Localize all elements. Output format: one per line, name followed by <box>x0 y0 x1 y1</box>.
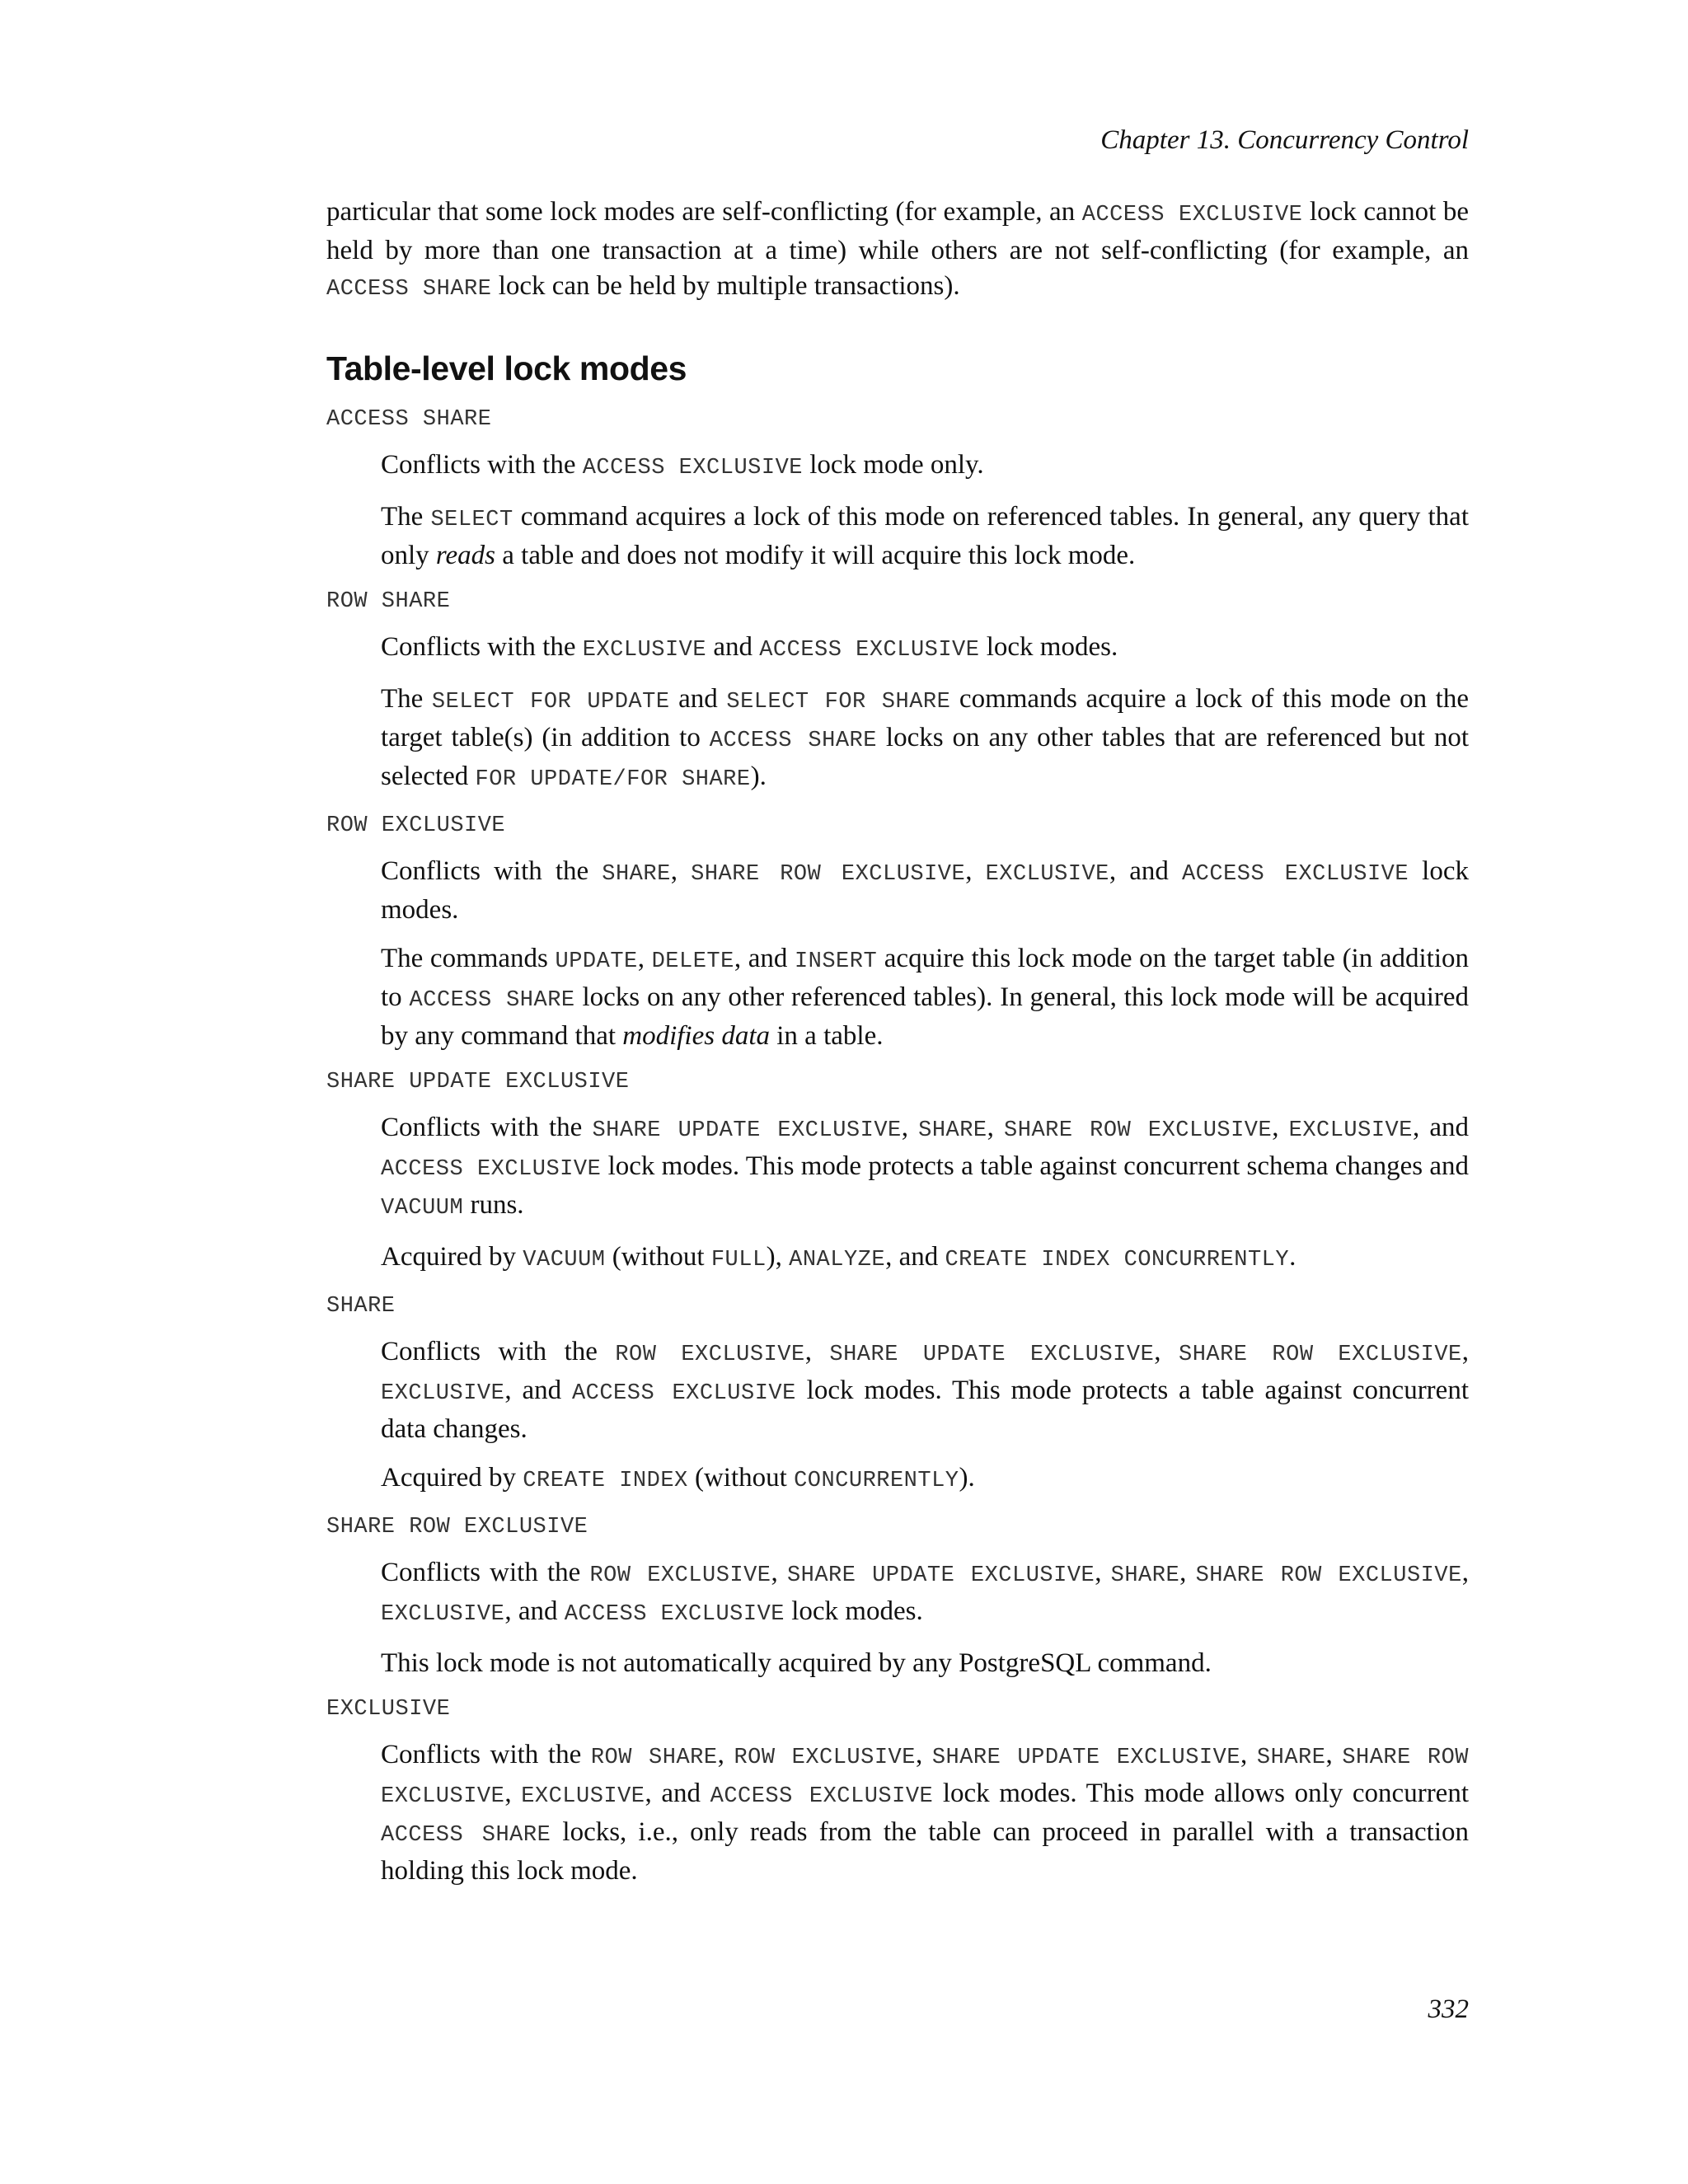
description-paragraph <box>381 1555 1469 1633</box>
code-literal: ACCESS EXCLUSIVE <box>1081 203 1303 227</box>
text-run: The <box>381 502 431 532</box>
page-number: 332 <box>1428 1994 1469 2024</box>
code-literal: ACCESS EXCLUSIVE <box>582 456 803 480</box>
lock-mode-term: EXCLUSIVE <box>326 1697 451 1722</box>
text-run: and <box>706 632 760 662</box>
description-paragraph <box>381 1460 1469 1499</box>
code-literal: SHARE ROW EXCLUSIVE <box>1195 1563 1462 1588</box>
code-literal: ACCESS EXCLUSIVE <box>710 1784 934 1809</box>
code-literal: ACCESS SHARE <box>709 729 877 753</box>
section-title: Table-level lock modes <box>326 349 687 387</box>
text-run: in a table. <box>770 1021 884 1051</box>
text-run: , <box>987 1113 1005 1142</box>
code-literal: ACCESS SHARE <box>409 988 575 1013</box>
text-run: lock modes. <box>784 1596 923 1626</box>
description-paragraph <box>381 630 1469 668</box>
description-paragraph <box>381 682 1469 798</box>
text-run: and <box>669 684 727 714</box>
text-run: , <box>771 1558 787 1587</box>
lock-mode-entry <box>326 587 1469 798</box>
code-literal: EXCLUSIVE <box>521 1784 645 1809</box>
text-run: , <box>670 856 692 886</box>
lock-mode-entry <box>326 1512 1469 1681</box>
code-literal: SHARE ROW EXCLUSIVE <box>381 1746 1470 1809</box>
text-run: runs. <box>463 1190 524 1220</box>
lock-mode-list <box>326 405 1469 1889</box>
lock-mode-entry <box>326 1694 1469 1889</box>
text-run: The commands <box>381 944 556 973</box>
lock-mode-description <box>381 1737 1469 1889</box>
text-run: , <box>1461 1337 1470 1366</box>
lock-mode-entry <box>326 1067 1469 1278</box>
lock-mode-description <box>381 854 1469 1054</box>
text-run: This lock mode is not automatically acquired by any PostgreSQL command. <box>381 1648 1212 1678</box>
text-run: ). <box>959 1463 975 1493</box>
text-run: Acquired by <box>381 1242 523 1272</box>
code-literal: ACCESS EXCLUSIVE <box>1181 862 1409 887</box>
code-literal: SELECT FOR UPDATE <box>431 690 670 715</box>
code-literal: SHARE UPDATE EXCLUSIVE <box>829 1343 1155 1367</box>
text-run: lock modes. This mode protects a table against concurrent data changes. <box>381 1376 1469 1444</box>
text-run: , <box>915 1740 932 1769</box>
code-literal: SHARE ROW EXCLUSIVE <box>691 862 966 887</box>
description-paragraph <box>381 1110 1469 1226</box>
text-run: locks on any other tables that are referenced but not selected <box>381 723 1470 791</box>
text-run: , <box>901 1113 919 1142</box>
code-literal: EXCLUSIVE <box>985 862 1109 887</box>
code-literal: EXCLUSIVE <box>381 1602 505 1627</box>
code-literal: DELETE <box>651 949 734 974</box>
text-run: , <box>1154 1337 1179 1366</box>
text-run: Conflicts with the <box>381 632 583 662</box>
page-content <box>326 194 1469 1902</box>
code-literal: CREATE INDEX <box>523 1469 688 1493</box>
code-literal: ACCESS EXCLUSIVE <box>564 1602 785 1627</box>
description-paragraph <box>381 499 1469 574</box>
code-literal: CONCURRENTLY <box>794 1469 959 1493</box>
text-run: particular that some lock modes are self-conflicting (for example, an <box>326 197 1082 227</box>
code-literal: EXCLUSIVE <box>582 638 707 663</box>
code-literal: SHARE ROW EXCLUSIVE <box>1004 1118 1273 1143</box>
text-run: locks, i.e., only reads from the table can proceed in parallel with a transaction holding this lock mode. <box>381 1817 1469 1886</box>
code-literal: FOR UPDATE/FOR SHARE <box>475 767 751 792</box>
description-paragraph <box>381 1334 1469 1447</box>
text-run: lock mode only. <box>802 450 984 480</box>
code-literal: SHARE UPDATE EXCLUSIVE <box>931 1746 1241 1770</box>
description-paragraph <box>381 1646 1469 1681</box>
text-run: Acquired by <box>381 1463 523 1493</box>
text-run: Conflicts with the <box>381 1558 590 1587</box>
text-run: ), <box>766 1242 790 1272</box>
code-literal: SHARE <box>1256 1746 1326 1770</box>
text-run: , and <box>1412 1113 1470 1142</box>
code-literal: ROW EXCLUSIVE <box>615 1343 805 1367</box>
emphasis-text: reads <box>435 541 496 570</box>
code-literal: SHARE UPDATE EXCLUSIVE <box>786 1563 1095 1588</box>
code-literal: ROW EXCLUSIVE <box>734 1746 916 1770</box>
code-literal: SHARE <box>918 1118 987 1143</box>
text-run: , <box>1461 1558 1470 1587</box>
code-literal: ACCESS SHARE <box>381 1823 551 1848</box>
text-run: lock modes. <box>979 632 1118 662</box>
text-run: , and <box>504 1596 565 1626</box>
code-literal: SHARE ROW EXCLUSIVE <box>1179 1343 1462 1367</box>
code-literal: VACUUM <box>523 1248 606 1272</box>
code-literal: ACCESS EXCLUSIVE <box>571 1381 796 1406</box>
text-run: lock cannot be held by more than one transaction at a time) while others are not self-conflicting (for example, an <box>326 197 1469 265</box>
text-run: lock can be held by multiple transactions). <box>491 271 960 301</box>
lock-mode-description <box>381 630 1469 798</box>
text-run: , <box>1325 1740 1343 1769</box>
text-run: Conflicts with the <box>381 1113 593 1142</box>
text-run: , and <box>734 944 795 973</box>
lock-mode-term: ACCESS SHARE <box>326 407 492 432</box>
text-run: The <box>381 684 432 714</box>
text-run: , <box>1095 1558 1111 1587</box>
code-literal: EXCLUSIVE <box>381 1381 505 1406</box>
text-run: command acquires a lock of this mode on referenced tables. In general, any query that only <box>381 502 1469 570</box>
lock-mode-description <box>381 1334 1469 1499</box>
lock-mode-entry <box>326 811 1469 1054</box>
text-run: , <box>504 1779 522 1808</box>
code-literal: ACCESS EXCLUSIVE <box>381 1157 602 1182</box>
code-literal: CREATE INDEX CONCURRENTLY <box>945 1248 1290 1272</box>
lock-mode-entry <box>326 1291 1469 1499</box>
intro-paragraph <box>326 194 1469 307</box>
lock-mode-term: SHARE <box>326 1294 396 1319</box>
text-run: lock modes. This mode protects a table against concurrent schema changes and <box>601 1151 1469 1181</box>
text-run: , and <box>1109 856 1182 886</box>
code-literal: ACCESS SHARE <box>326 277 492 302</box>
text-run: , <box>717 1740 734 1769</box>
text-run: , <box>965 856 986 886</box>
code-literal: UPDATE <box>555 949 638 974</box>
code-literal: SHARE UPDATE EXCLUSIVE <box>592 1118 902 1143</box>
text-run: . <box>1289 1242 1296 1272</box>
text-run: , <box>1272 1113 1289 1142</box>
code-literal: VACUUM <box>381 1196 464 1221</box>
text-run: lock modes. <box>381 856 1469 925</box>
lock-mode-description <box>381 448 1469 574</box>
code-literal: ROW EXCLUSIVE <box>589 1563 771 1588</box>
text-run: Conflicts with the <box>381 856 603 886</box>
lock-mode-description <box>381 1110 1469 1278</box>
text-run: Conflicts with the <box>381 1740 591 1769</box>
text-run: (without <box>605 1242 711 1272</box>
description-paragraph <box>381 448 1469 486</box>
code-literal: INSERT <box>794 949 878 974</box>
text-run: acquire this lock mode on the target table (in addition to <box>381 944 1469 1012</box>
description-paragraph <box>381 1737 1469 1889</box>
code-literal: ACCESS EXCLUSIVE <box>759 638 980 663</box>
text-run: , <box>637 944 652 973</box>
text-run: , and <box>504 1376 572 1405</box>
description-paragraph <box>381 941 1469 1054</box>
document-page <box>326 0 1469 2184</box>
running-header: Chapter 13. Concurrency Control <box>1100 125 1469 155</box>
text-run: , and <box>885 1242 945 1272</box>
code-literal: SELECT FOR SHARE <box>726 690 951 715</box>
text-run: , <box>1179 1558 1196 1587</box>
code-literal: ROW SHARE <box>590 1746 718 1770</box>
lock-mode-term: SHARE ROW EXCLUSIVE <box>326 1515 588 1540</box>
code-literal: SHARE <box>1110 1563 1180 1588</box>
lock-mode-term: ROW EXCLUSIVE <box>326 813 506 838</box>
text-run: (without <box>687 1463 795 1493</box>
code-literal: SHARE <box>602 862 671 887</box>
text-run: , <box>1240 1740 1257 1769</box>
code-literal: FULL <box>710 1248 767 1272</box>
code-literal: SELECT <box>430 508 513 532</box>
lock-mode-term: ROW SHARE <box>326 589 451 614</box>
text-run: , and <box>645 1779 710 1808</box>
text-run: lock modes. This mode allows only concurrent <box>933 1779 1469 1808</box>
code-literal: EXCLUSIVE <box>1288 1118 1413 1143</box>
text-run: Conflicts with the <box>381 450 583 480</box>
text-run: commands acquire a lock of this mode on the target table(s) (in addition to <box>381 684 1469 752</box>
text-run: Conflicts with the <box>381 1337 616 1366</box>
description-paragraph <box>381 854 1469 928</box>
code-literal: ANALYZE <box>789 1248 886 1272</box>
lock-mode-term: SHARE UPDATE EXCLUSIVE <box>326 1070 630 1094</box>
lock-mode-entry <box>326 405 1469 574</box>
lock-mode-description <box>381 1555 1469 1681</box>
text-run: a table and does not modify it will acquire this lock mode. <box>495 541 1136 570</box>
emphasis-text: modifies data <box>622 1021 771 1051</box>
text-run: ). <box>750 762 767 791</box>
text-run: locks on any other referenced tables). In general, this lock mode will be acquired by any command that <box>381 982 1470 1051</box>
text-run: , <box>804 1337 830 1366</box>
description-paragraph <box>381 1240 1469 1278</box>
